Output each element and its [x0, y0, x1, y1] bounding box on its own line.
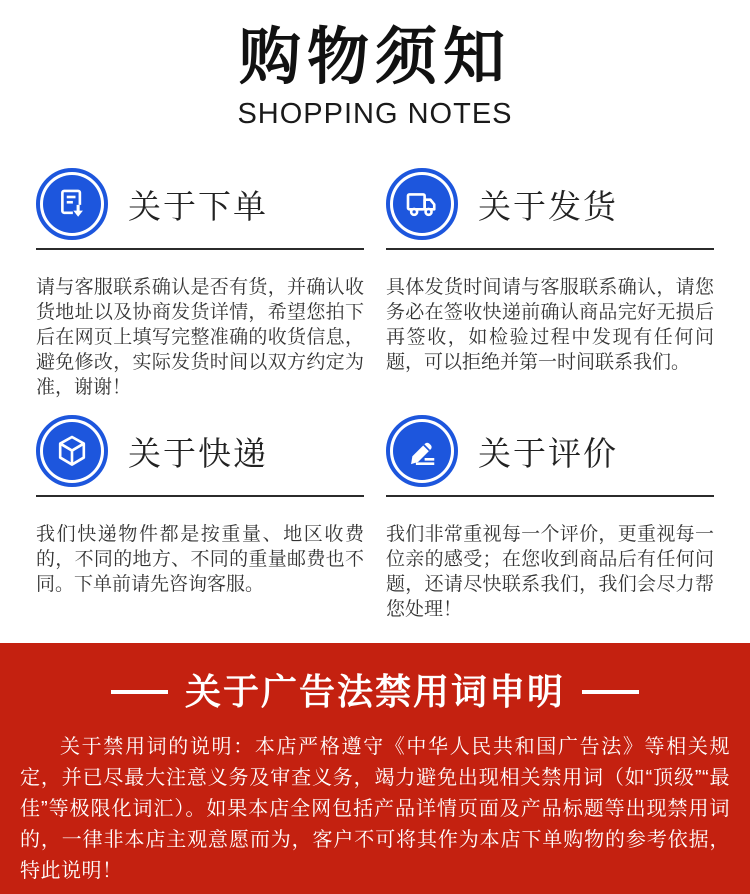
section-title: 关于评价 — [478, 434, 618, 472]
notice-body: 关于禁用词的说明：本店严格遵守《中华人民共和国广告法》等相关规定，并已尽最大注意义务及审查义务，竭力避免出现相关禁用词（如“顶级”“最佳”等极限化词汇）。如果本店全网包括产品详情页面及产品标题等出现禁用词的，一律非本店主观意愿而为，客户不可将其作为本店下单购物的参考依据，特此说明！ — [20, 736, 730, 883]
notice-title: 关于广告法禁用词申明 — [184, 671, 565, 712]
section-about-order — [36, 167, 364, 400]
package-icon — [51, 430, 93, 472]
truck-icon — [401, 183, 443, 225]
section-divider — [36, 495, 364, 497]
section-icon-circle — [36, 168, 108, 240]
pencil-icon — [401, 430, 443, 472]
page-subtitle: SHOPPING NOTES — [237, 98, 513, 131]
section-title: 关于发货 — [478, 187, 618, 225]
sections-grid — [0, 167, 750, 622]
section-body: 请与客服联系确认是否有货，并确认收货地址以及协商发货详情，希望您拍下后在网页上填写完整准确的收货信息，避免修改，实际发货时间以双方约定为准，谢谢！ — [36, 277, 364, 399]
notice-head — [0, 670, 750, 713]
document-download-icon — [51, 183, 93, 225]
page-header — [0, 0, 750, 131]
section-icon-circle — [36, 415, 108, 487]
section-body: 具体发货时间请与客服联系确认，请您务必在签收快递前确认商品完好无损后再签收，如检验过程中发现有任何问题，可以拒绝并第一时间联系我们。 — [386, 277, 714, 374]
dash-left — [111, 690, 168, 694]
section-head — [36, 167, 364, 241]
section-icon-circle — [386, 168, 458, 240]
section-divider — [386, 495, 714, 497]
section-divider — [386, 248, 714, 250]
section-head — [386, 167, 714, 241]
section-icon-circle — [386, 415, 458, 487]
ad-law-notice — [0, 643, 750, 894]
section-about-shipping — [386, 167, 714, 400]
page-title: 购物须知 — [238, 23, 511, 92]
section-title: 关于下单 — [128, 187, 268, 225]
section-about-review — [386, 414, 714, 622]
section-about-delivery — [36, 414, 364, 622]
section-title: 关于快递 — [128, 434, 268, 472]
section-body: 我们非常重视每一个评价，更重视每一位亲的感受；在您收到商品后有任何问题，还请尽快联系我们，我们会尽力帮您处理！ — [386, 524, 714, 621]
section-divider — [36, 248, 364, 250]
dash-right — [582, 690, 639, 694]
section-body: 我们快递物件都是按重量、地区收费的，不同的地方、不同的重量邮费也不同。下单前请先咨询客服。 — [36, 524, 364, 596]
section-head — [386, 414, 714, 488]
section-head — [36, 414, 364, 488]
